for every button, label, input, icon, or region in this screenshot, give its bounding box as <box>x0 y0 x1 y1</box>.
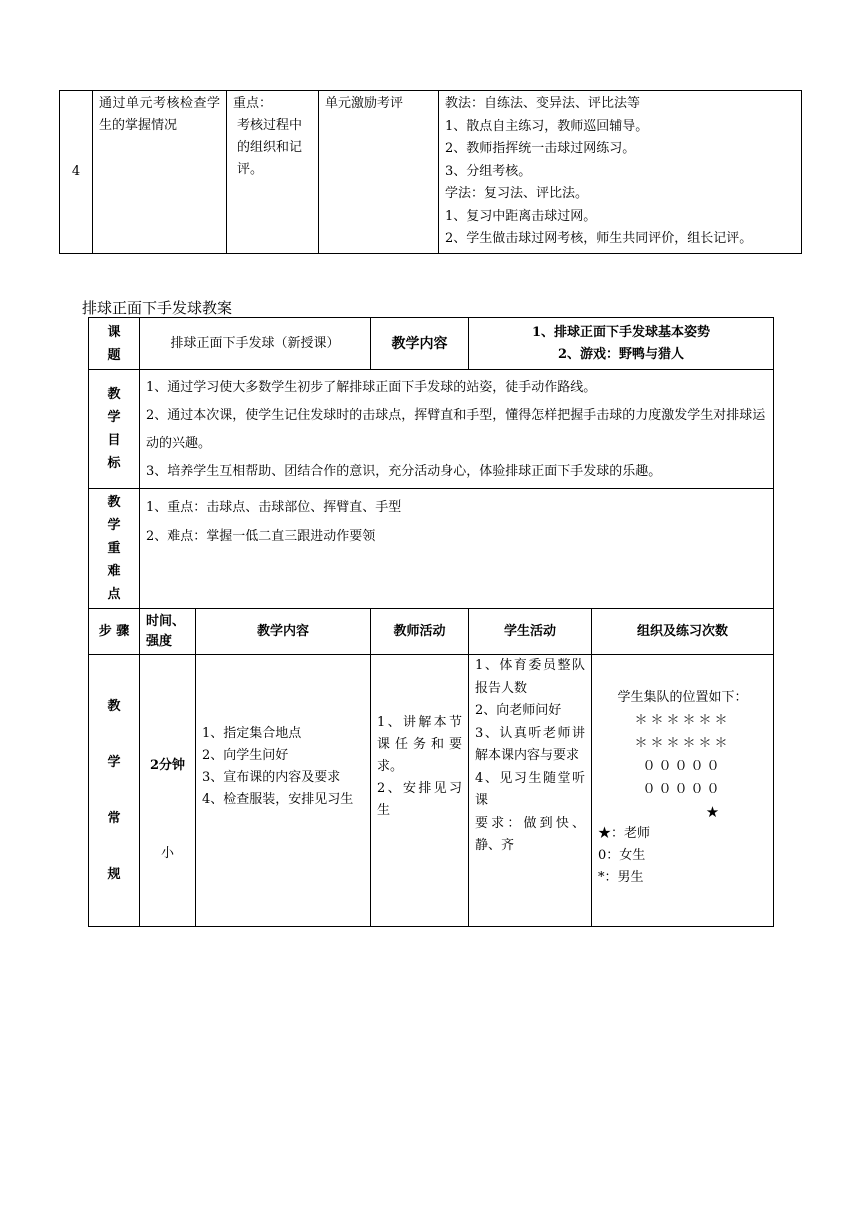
key-label: 重点： <box>233 96 273 111</box>
unit-goal: 通过单元考核检查学生的掌握情况 <box>93 91 227 254</box>
difficulty-label: 教 学 重 难 点 <box>89 489 140 609</box>
key-text: 考核过程中的组织和记评。 <box>237 118 303 177</box>
lesson-plan-table <box>88 317 774 927</box>
step-routine: 教 学 常 规 <box>89 655 140 927</box>
formation-row: ０００００ <box>642 782 723 797</box>
formation-row: ０００００ <box>642 759 723 774</box>
method-line: 2、教师指挥统一击球过网练习。 <box>445 141 636 156</box>
teacher-star-icon: ★ <box>705 803 720 821</box>
formation-row: ＊＊＊＊＊＊ <box>634 736 731 751</box>
method-line: 2、学生做击球过网考核，师生共同评价，组长记评。 <box>445 231 753 246</box>
legend-teacher: ★：老师 <box>598 826 651 841</box>
teacher-activity: 1、讲解本节课任务和要求。 2、安排见习生 <box>371 655 469 927</box>
routine-content: 1、指定集合地点 2、向学生问好 3、宣布课的内容及要求 4、检查服装，安排见习生 <box>196 655 371 927</box>
formation-diagram <box>592 655 774 927</box>
header-teacher: 教师活动 <box>371 609 469 655</box>
header-step: 步 骤 <box>89 609 140 655</box>
unit-key-point <box>227 91 319 254</box>
topic-value: 排球正面下手发球（新授课） <box>140 318 371 370</box>
goals-text: 1、通过学习使大多数学生初步了解排球正面下手发球的站姿，徒手动作路线。 2、通过本次课，使学生记住发球时的击球点，挥臂直和手型，懂得怎样把握手击球的力度激发学生对排球运动的兴趣。 3、培养学生互相帮助、团结合作的意识，充分活动身心，体验排球正面下手发球的乐趣。 <box>140 370 774 489</box>
unit-number: 4 <box>60 91 93 254</box>
lesson-plan-title: 排球正面下手发球教案 <box>82 299 233 317</box>
header-student: 学生活动 <box>469 609 592 655</box>
prev-unit-table <box>59 90 802 254</box>
method-line: 教法：自练法、变异法、评比法等 <box>445 96 641 111</box>
method-line: 3、分组考核。 <box>445 163 532 179</box>
header-time: 时间、强度 <box>140 609 196 655</box>
difficulty-text: 1、重点：击球点、击球部位、挥臂直、手型 2、难点：掌握一低二直三跟进动作要领 <box>140 489 774 609</box>
method-line: 1、复习中距离击球过网。 <box>445 208 597 224</box>
header-org: 组织及练习次数 <box>592 609 774 655</box>
content-label: 教学内容 <box>371 318 469 370</box>
unit-content: 单元激励考评 <box>319 91 439 254</box>
goals-label: 教 学 目 标 <box>89 370 140 489</box>
student-activity: 1、体育委员整队报告人数 2、向老师问好 3、认真听老师讲解本课内容与要求 4、见习生随堂听课 要求：做到快、静、齐 <box>469 655 592 927</box>
intensity-value: 小 <box>160 846 174 861</box>
legend-female: 0：女生 <box>598 848 646 863</box>
formation-heading: 学生集队的位置如下： <box>617 690 748 705</box>
content-items: 1、排球正面下手发球基本姿势 2、游戏：野鸭与猎人 <box>469 318 774 370</box>
legend-male: *：男生 <box>598 870 644 885</box>
method-line: 1、散点自主练习，教师巡回辅导。 <box>445 118 649 134</box>
topic-label: 课 题 <box>89 318 140 370</box>
unit-methods <box>439 91 802 254</box>
method-line: 学法：复习法、评比法。 <box>445 186 589 201</box>
time-intensity <box>140 655 196 927</box>
header-content: 教学内容 <box>196 609 371 655</box>
time-value: 2分钟 <box>149 758 186 773</box>
formation-row: ＊＊＊＊＊＊ <box>634 713 731 728</box>
